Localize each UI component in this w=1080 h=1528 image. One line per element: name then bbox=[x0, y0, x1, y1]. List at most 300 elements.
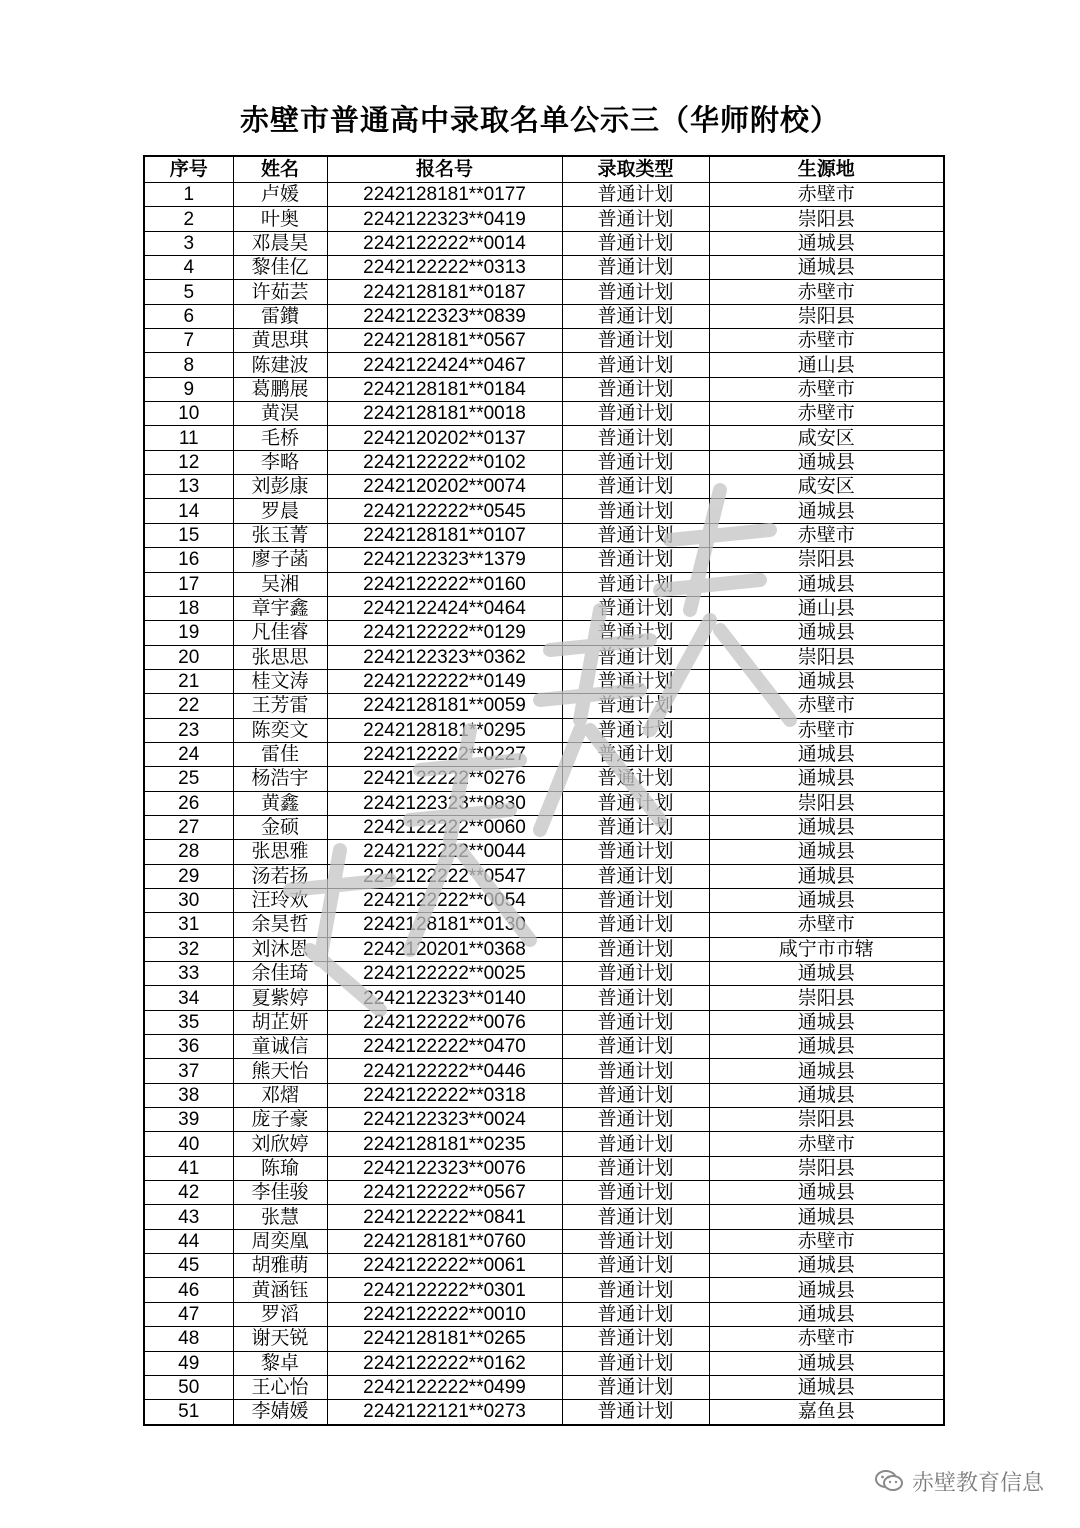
cell-admission-type: 普通计划 bbox=[562, 1108, 709, 1132]
cell-admission-type: 普通计划 bbox=[562, 1181, 709, 1205]
cell-seq: 41 bbox=[144, 1156, 233, 1180]
cell-reg-number: 2242120201**0368 bbox=[327, 937, 562, 961]
cell-admission-type: 普通计划 bbox=[562, 499, 709, 523]
cell-seq: 32 bbox=[144, 937, 233, 961]
table-row bbox=[144, 1302, 944, 1326]
table-row bbox=[144, 280, 944, 304]
cell-reg-number: 2242122323**0140 bbox=[327, 986, 562, 1010]
cell-origin: 崇阳县 bbox=[709, 304, 944, 328]
cell-reg-number: 2242122222**0076 bbox=[327, 1010, 562, 1034]
cell-seq: 7 bbox=[144, 329, 233, 353]
table-row bbox=[144, 256, 944, 280]
cell-seq: 40 bbox=[144, 1132, 233, 1156]
cell-origin: 通山县 bbox=[709, 353, 944, 377]
table-row bbox=[144, 621, 944, 645]
cell-reg-number: 2242122323**1379 bbox=[327, 548, 562, 572]
cell-admission-type: 普通计划 bbox=[562, 1205, 709, 1229]
cell-seq: 8 bbox=[144, 353, 233, 377]
cell-origin: 赤壁市 bbox=[709, 402, 944, 426]
cell-seq: 2 bbox=[144, 207, 233, 231]
table-row bbox=[144, 450, 944, 474]
cell-name: 刘沐恩 bbox=[233, 937, 327, 961]
table-row bbox=[144, 1035, 944, 1059]
cell-name: 李略 bbox=[233, 450, 327, 474]
cell-seq: 29 bbox=[144, 864, 233, 888]
cell-origin: 通城县 bbox=[709, 572, 944, 596]
cell-reg-number: 2242128181**0107 bbox=[327, 523, 562, 547]
cell-seq: 47 bbox=[144, 1302, 233, 1326]
cell-admission-type: 普通计划 bbox=[562, 913, 709, 937]
cell-name: 毛桥 bbox=[233, 426, 327, 450]
cell-origin: 通城县 bbox=[709, 1254, 944, 1278]
cell-admission-type: 普通计划 bbox=[562, 329, 709, 353]
cell-origin: 崇阳县 bbox=[709, 1108, 944, 1132]
cell-admission-type: 普通计划 bbox=[562, 1278, 709, 1302]
cell-origin: 崇阳县 bbox=[709, 548, 944, 572]
table-row bbox=[144, 1010, 944, 1034]
cell-origin: 通城县 bbox=[709, 1083, 944, 1107]
cell-seq: 51 bbox=[144, 1400, 233, 1425]
table-row bbox=[144, 1132, 944, 1156]
table-row bbox=[144, 353, 944, 377]
cell-admission-type: 普通计划 bbox=[562, 767, 709, 791]
cell-name: 陈建波 bbox=[233, 353, 327, 377]
cell-admission-type: 普通计划 bbox=[562, 426, 709, 450]
cell-name: 雷佳 bbox=[233, 742, 327, 766]
cell-admission-type: 普通计划 bbox=[562, 207, 709, 231]
cell-seq: 1 bbox=[144, 183, 233, 207]
cell-name: 熊天怡 bbox=[233, 1059, 327, 1083]
table-row bbox=[144, 1351, 944, 1375]
cell-name: 张思雅 bbox=[233, 840, 327, 864]
cell-reg-number: 2242122222**0301 bbox=[327, 1278, 562, 1302]
cell-seq: 35 bbox=[144, 1010, 233, 1034]
cell-origin: 嘉鱼县 bbox=[709, 1400, 944, 1425]
cell-name: 余昊哲 bbox=[233, 913, 327, 937]
cell-name: 夏紫婷 bbox=[233, 986, 327, 1010]
cell-name: 张玉菁 bbox=[233, 523, 327, 547]
cell-name: 张慧 bbox=[233, 1205, 327, 1229]
cell-name: 罗晨 bbox=[233, 499, 327, 523]
cell-origin: 咸安区 bbox=[709, 426, 944, 450]
cell-origin: 通城县 bbox=[709, 962, 944, 986]
cell-origin: 通城县 bbox=[709, 450, 944, 474]
cell-reg-number: 2242122121**0273 bbox=[327, 1400, 562, 1425]
cell-name: 黄淏 bbox=[233, 402, 327, 426]
cell-admission-type: 普通计划 bbox=[562, 596, 709, 620]
cell-admission-type: 普通计划 bbox=[562, 888, 709, 912]
cell-name: 李婧媛 bbox=[233, 1400, 327, 1425]
cell-origin: 赤壁市 bbox=[709, 183, 944, 207]
cell-admission-type: 普通计划 bbox=[562, 1375, 709, 1399]
header-name: 姓名 bbox=[233, 156, 327, 183]
cell-seq: 3 bbox=[144, 231, 233, 255]
cell-origin: 通城县 bbox=[709, 742, 944, 766]
table-row bbox=[144, 572, 944, 596]
cell-admission-type: 普通计划 bbox=[562, 1035, 709, 1059]
cell-origin: 通城县 bbox=[709, 1010, 944, 1034]
cell-seq: 15 bbox=[144, 523, 233, 547]
table-row bbox=[144, 499, 944, 523]
cell-admission-type: 普通计划 bbox=[562, 1254, 709, 1278]
cell-admission-type: 普通计划 bbox=[562, 962, 709, 986]
cell-origin: 通城县 bbox=[709, 669, 944, 693]
cell-reg-number: 2242122222**0044 bbox=[327, 840, 562, 864]
cell-admission-type: 普通计划 bbox=[562, 1351, 709, 1375]
cell-admission-type: 普通计划 bbox=[562, 742, 709, 766]
cell-origin: 通城县 bbox=[709, 864, 944, 888]
table-row bbox=[144, 1327, 944, 1351]
cell-reg-number: 2242128181**0760 bbox=[327, 1229, 562, 1253]
cell-admission-type: 普通计划 bbox=[562, 304, 709, 328]
cell-origin: 崇阳县 bbox=[709, 791, 944, 815]
cell-name: 凡佳睿 bbox=[233, 621, 327, 645]
cell-seq: 20 bbox=[144, 645, 233, 669]
table-header-row bbox=[144, 156, 944, 183]
cell-name: 邓晨昊 bbox=[233, 231, 327, 255]
cell-reg-number: 2242122323**0024 bbox=[327, 1108, 562, 1132]
cell-name: 胡雅萌 bbox=[233, 1254, 327, 1278]
cell-reg-number: 2242120202**0074 bbox=[327, 475, 562, 499]
cell-reg-number: 2242122222**0010 bbox=[327, 1302, 562, 1326]
cell-reg-number: 2242122323**0362 bbox=[327, 645, 562, 669]
cell-origin: 通城县 bbox=[709, 1278, 944, 1302]
cell-reg-number: 2242122222**0162 bbox=[327, 1351, 562, 1375]
cell-name: 庞子豪 bbox=[233, 1108, 327, 1132]
cell-admission-type: 普通计划 bbox=[562, 621, 709, 645]
cell-admission-type: 普通计划 bbox=[562, 450, 709, 474]
cell-name: 金硕 bbox=[233, 815, 327, 839]
footer-brand bbox=[874, 1466, 1044, 1496]
cell-origin: 赤壁市 bbox=[709, 1327, 944, 1351]
cell-name: 刘彭康 bbox=[233, 475, 327, 499]
table-row bbox=[144, 864, 944, 888]
cell-admission-type: 普通计划 bbox=[562, 523, 709, 547]
cell-seq: 5 bbox=[144, 280, 233, 304]
cell-origin: 崇阳县 bbox=[709, 1156, 944, 1180]
cell-name: 陈瑜 bbox=[233, 1156, 327, 1180]
cell-reg-number: 2242122222**0060 bbox=[327, 815, 562, 839]
cell-admission-type: 普通计划 bbox=[562, 402, 709, 426]
table-row bbox=[144, 304, 944, 328]
cell-admission-type: 普通计划 bbox=[562, 1400, 709, 1425]
cell-admission-type: 普通计划 bbox=[562, 1132, 709, 1156]
cell-seq: 34 bbox=[144, 986, 233, 1010]
cell-admission-type: 普通计划 bbox=[562, 548, 709, 572]
table-row bbox=[144, 1278, 944, 1302]
cell-name: 谢天锐 bbox=[233, 1327, 327, 1351]
cell-name: 汪玲欢 bbox=[233, 888, 327, 912]
cell-admission-type: 普通计划 bbox=[562, 1156, 709, 1180]
cell-seq: 46 bbox=[144, 1278, 233, 1302]
cell-origin: 通城县 bbox=[709, 1302, 944, 1326]
cell-reg-number: 2242122222**0547 bbox=[327, 864, 562, 888]
cell-reg-number: 2242122424**0464 bbox=[327, 596, 562, 620]
cell-name: 王芳雷 bbox=[233, 694, 327, 718]
table-row bbox=[144, 1400, 944, 1425]
cell-name: 黎卓 bbox=[233, 1351, 327, 1375]
cell-name: 雷鑚 bbox=[233, 304, 327, 328]
cell-name: 童诚信 bbox=[233, 1035, 327, 1059]
cell-origin: 通城县 bbox=[709, 1059, 944, 1083]
cell-name: 许茹芸 bbox=[233, 280, 327, 304]
cell-reg-number: 2242122222**0567 bbox=[327, 1181, 562, 1205]
cell-admission-type: 普通计划 bbox=[562, 572, 709, 596]
cell-name: 黄思琪 bbox=[233, 329, 327, 353]
cell-reg-number: 2242122222**0160 bbox=[327, 572, 562, 596]
table-row bbox=[144, 523, 944, 547]
table-row bbox=[144, 986, 944, 1010]
cell-origin: 通山县 bbox=[709, 596, 944, 620]
cell-seq: 30 bbox=[144, 888, 233, 912]
cell-seq: 27 bbox=[144, 815, 233, 839]
cell-admission-type: 普通计划 bbox=[562, 280, 709, 304]
cell-reg-number: 2242122222**0102 bbox=[327, 450, 562, 474]
cell-seq: 14 bbox=[144, 499, 233, 523]
table-row bbox=[144, 791, 944, 815]
cell-reg-number: 2242122222**0545 bbox=[327, 499, 562, 523]
cell-name: 卢媛 bbox=[233, 183, 327, 207]
cell-reg-number: 2242122222**0129 bbox=[327, 621, 562, 645]
cell-origin: 通城县 bbox=[709, 1375, 944, 1399]
cell-seq: 21 bbox=[144, 669, 233, 693]
header-origin: 生源地 bbox=[709, 156, 944, 183]
cell-admission-type: 普通计划 bbox=[562, 815, 709, 839]
cell-origin: 通城县 bbox=[709, 815, 944, 839]
cell-name: 黄鑫 bbox=[233, 791, 327, 815]
cell-origin: 通城县 bbox=[709, 256, 944, 280]
table-row bbox=[144, 1181, 944, 1205]
cell-seq: 11 bbox=[144, 426, 233, 450]
cell-origin: 赤壁市 bbox=[709, 1132, 944, 1156]
cell-name: 王心怡 bbox=[233, 1375, 327, 1399]
table-row bbox=[144, 402, 944, 426]
cell-origin: 赤壁市 bbox=[709, 377, 944, 401]
cell-admission-type: 普通计划 bbox=[562, 718, 709, 742]
cell-name: 杨浩宇 bbox=[233, 767, 327, 791]
cell-admission-type: 普通计划 bbox=[562, 694, 709, 718]
cell-origin: 通城县 bbox=[709, 767, 944, 791]
cell-admission-type: 普通计划 bbox=[562, 377, 709, 401]
cell-reg-number: 2242122222**0318 bbox=[327, 1083, 562, 1107]
header-admission-type: 录取类型 bbox=[562, 156, 709, 183]
cell-seq: 39 bbox=[144, 1108, 233, 1132]
table-row bbox=[144, 1375, 944, 1399]
cell-reg-number: 2242122222**0276 bbox=[327, 767, 562, 791]
table-row bbox=[144, 1156, 944, 1180]
cell-name: 刘欣婷 bbox=[233, 1132, 327, 1156]
wechat-icon bbox=[874, 1468, 904, 1494]
table-row bbox=[144, 377, 944, 401]
cell-seq: 23 bbox=[144, 718, 233, 742]
cell-admission-type: 普通计划 bbox=[562, 353, 709, 377]
cell-seq: 4 bbox=[144, 256, 233, 280]
table-row bbox=[144, 1229, 944, 1253]
cell-seq: 25 bbox=[144, 767, 233, 791]
table-row bbox=[144, 1059, 944, 1083]
cell-seq: 6 bbox=[144, 304, 233, 328]
cell-name: 陈奕文 bbox=[233, 718, 327, 742]
cell-admission-type: 普通计划 bbox=[562, 937, 709, 961]
table-row bbox=[144, 694, 944, 718]
cell-reg-number: 2242128181**0177 bbox=[327, 183, 562, 207]
cell-admission-type: 普通计划 bbox=[562, 864, 709, 888]
cell-name: 黄涵钰 bbox=[233, 1278, 327, 1302]
cell-seq: 12 bbox=[144, 450, 233, 474]
cell-origin: 通城县 bbox=[709, 888, 944, 912]
cell-origin: 通城县 bbox=[709, 231, 944, 255]
cell-origin: 通城县 bbox=[709, 621, 944, 645]
cell-reg-number: 2242128181**0018 bbox=[327, 402, 562, 426]
cell-reg-number: 2242122222**0470 bbox=[327, 1035, 562, 1059]
table-row bbox=[144, 888, 944, 912]
cell-name: 章宇鑫 bbox=[233, 596, 327, 620]
table-row bbox=[144, 231, 944, 255]
cell-seq: 48 bbox=[144, 1327, 233, 1351]
cell-admission-type: 普通计划 bbox=[562, 1010, 709, 1034]
cell-admission-type: 普通计划 bbox=[562, 645, 709, 669]
admission-table bbox=[143, 155, 945, 1426]
table-row bbox=[144, 329, 944, 353]
cell-reg-number: 2242122222**0841 bbox=[327, 1205, 562, 1229]
cell-admission-type: 普通计划 bbox=[562, 1302, 709, 1326]
cell-name: 黎佳亿 bbox=[233, 256, 327, 280]
cell-admission-type: 普通计划 bbox=[562, 1083, 709, 1107]
cell-reg-number: 2242128181**0059 bbox=[327, 694, 562, 718]
cell-seq: 31 bbox=[144, 913, 233, 937]
table-row bbox=[144, 815, 944, 839]
table-row bbox=[144, 840, 944, 864]
cell-seq: 45 bbox=[144, 1254, 233, 1278]
cell-name: 周奕凰 bbox=[233, 1229, 327, 1253]
table-row bbox=[144, 645, 944, 669]
cell-reg-number: 2242128181**0295 bbox=[327, 718, 562, 742]
table-row bbox=[144, 1108, 944, 1132]
cell-seq: 49 bbox=[144, 1351, 233, 1375]
table-row bbox=[144, 937, 944, 961]
table-row bbox=[144, 596, 944, 620]
cell-seq: 24 bbox=[144, 742, 233, 766]
cell-admission-type: 普通计划 bbox=[562, 1059, 709, 1083]
cell-reg-number: 2242122222**0227 bbox=[327, 742, 562, 766]
cell-admission-type: 普通计划 bbox=[562, 231, 709, 255]
cell-name: 汤若扬 bbox=[233, 864, 327, 888]
cell-admission-type: 普通计划 bbox=[562, 791, 709, 815]
cell-origin: 通城县 bbox=[709, 1035, 944, 1059]
cell-origin: 赤壁市 bbox=[709, 1229, 944, 1253]
cell-origin: 通城县 bbox=[709, 1351, 944, 1375]
cell-seq: 50 bbox=[144, 1375, 233, 1399]
table-row bbox=[144, 183, 944, 207]
cell-reg-number: 2242122323**0076 bbox=[327, 1156, 562, 1180]
cell-seq: 37 bbox=[144, 1059, 233, 1083]
cell-admission-type: 普通计划 bbox=[562, 840, 709, 864]
table-row bbox=[144, 718, 944, 742]
cell-origin: 通城县 bbox=[709, 1205, 944, 1229]
cell-admission-type: 普通计划 bbox=[562, 475, 709, 499]
cell-reg-number: 2242122222**0149 bbox=[327, 669, 562, 693]
cell-origin: 赤壁市 bbox=[709, 694, 944, 718]
cell-reg-number: 2242120202**0137 bbox=[327, 426, 562, 450]
table-row bbox=[144, 742, 944, 766]
cell-reg-number: 2242122424**0467 bbox=[327, 353, 562, 377]
cell-name: 罗滔 bbox=[233, 1302, 327, 1326]
table-row bbox=[144, 207, 944, 231]
cell-reg-number: 2242128181**0567 bbox=[327, 329, 562, 353]
cell-origin: 赤壁市 bbox=[709, 329, 944, 353]
cell-name: 张思思 bbox=[233, 645, 327, 669]
cell-seq: 16 bbox=[144, 548, 233, 572]
cell-origin: 赤壁市 bbox=[709, 523, 944, 547]
table-body bbox=[144, 183, 944, 1425]
cell-seq: 28 bbox=[144, 840, 233, 864]
cell-reg-number: 2242128181**0130 bbox=[327, 913, 562, 937]
cell-name: 邓熠 bbox=[233, 1083, 327, 1107]
cell-name: 廖子菡 bbox=[233, 548, 327, 572]
cell-seq: 17 bbox=[144, 572, 233, 596]
cell-origin: 赤壁市 bbox=[709, 280, 944, 304]
footer-brand-label: 赤壁教育信息 bbox=[911, 1470, 1044, 1496]
cell-name: 余佳琦 bbox=[233, 962, 327, 986]
table-row bbox=[144, 1254, 944, 1278]
cell-seq: 44 bbox=[144, 1229, 233, 1253]
cell-seq: 38 bbox=[144, 1083, 233, 1107]
cell-origin: 通城县 bbox=[709, 840, 944, 864]
cell-reg-number: 2242122222**0054 bbox=[327, 888, 562, 912]
table-row bbox=[144, 1205, 944, 1229]
cell-origin: 崇阳县 bbox=[709, 207, 944, 231]
cell-admission-type: 普通计划 bbox=[562, 1327, 709, 1351]
table-row bbox=[144, 913, 944, 937]
cell-origin: 咸安区 bbox=[709, 475, 944, 499]
cell-name: 吴湘 bbox=[233, 572, 327, 596]
cell-name: 葛鹏展 bbox=[233, 377, 327, 401]
cell-admission-type: 普通计划 bbox=[562, 256, 709, 280]
cell-reg-number: 2242128181**0184 bbox=[327, 377, 562, 401]
cell-reg-number: 2242122323**0419 bbox=[327, 207, 562, 231]
cell-reg-number: 2242122222**0025 bbox=[327, 962, 562, 986]
table-row bbox=[144, 475, 944, 499]
cell-seq: 19 bbox=[144, 621, 233, 645]
cell-reg-number: 2242128181**0265 bbox=[327, 1327, 562, 1351]
cell-seq: 10 bbox=[144, 402, 233, 426]
cell-origin: 赤壁市 bbox=[709, 913, 944, 937]
table-row bbox=[144, 1083, 944, 1107]
cell-admission-type: 普通计划 bbox=[562, 1229, 709, 1253]
cell-seq: 18 bbox=[144, 596, 233, 620]
cell-origin: 赤壁市 bbox=[709, 718, 944, 742]
cell-seq: 43 bbox=[144, 1205, 233, 1229]
table-row bbox=[144, 548, 944, 572]
cell-origin: 崇阳县 bbox=[709, 986, 944, 1010]
cell-admission-type: 普通计划 bbox=[562, 183, 709, 207]
cell-reg-number: 2242122323**0830 bbox=[327, 791, 562, 815]
cell-admission-type: 普通计划 bbox=[562, 986, 709, 1010]
cell-name: 胡芷妍 bbox=[233, 1010, 327, 1034]
cell-seq: 13 bbox=[144, 475, 233, 499]
cell-seq: 26 bbox=[144, 791, 233, 815]
cell-reg-number: 2242122323**0839 bbox=[327, 304, 562, 328]
table-row bbox=[144, 962, 944, 986]
cell-name: 李佳骏 bbox=[233, 1181, 327, 1205]
cell-reg-number: 2242122222**0446 bbox=[327, 1059, 562, 1083]
cell-origin: 通城县 bbox=[709, 1181, 944, 1205]
cell-seq: 42 bbox=[144, 1181, 233, 1205]
cell-origin: 崇阳县 bbox=[709, 645, 944, 669]
cell-reg-number: 2242128181**0235 bbox=[327, 1132, 562, 1156]
table-row bbox=[144, 767, 944, 791]
table-row bbox=[144, 669, 944, 693]
